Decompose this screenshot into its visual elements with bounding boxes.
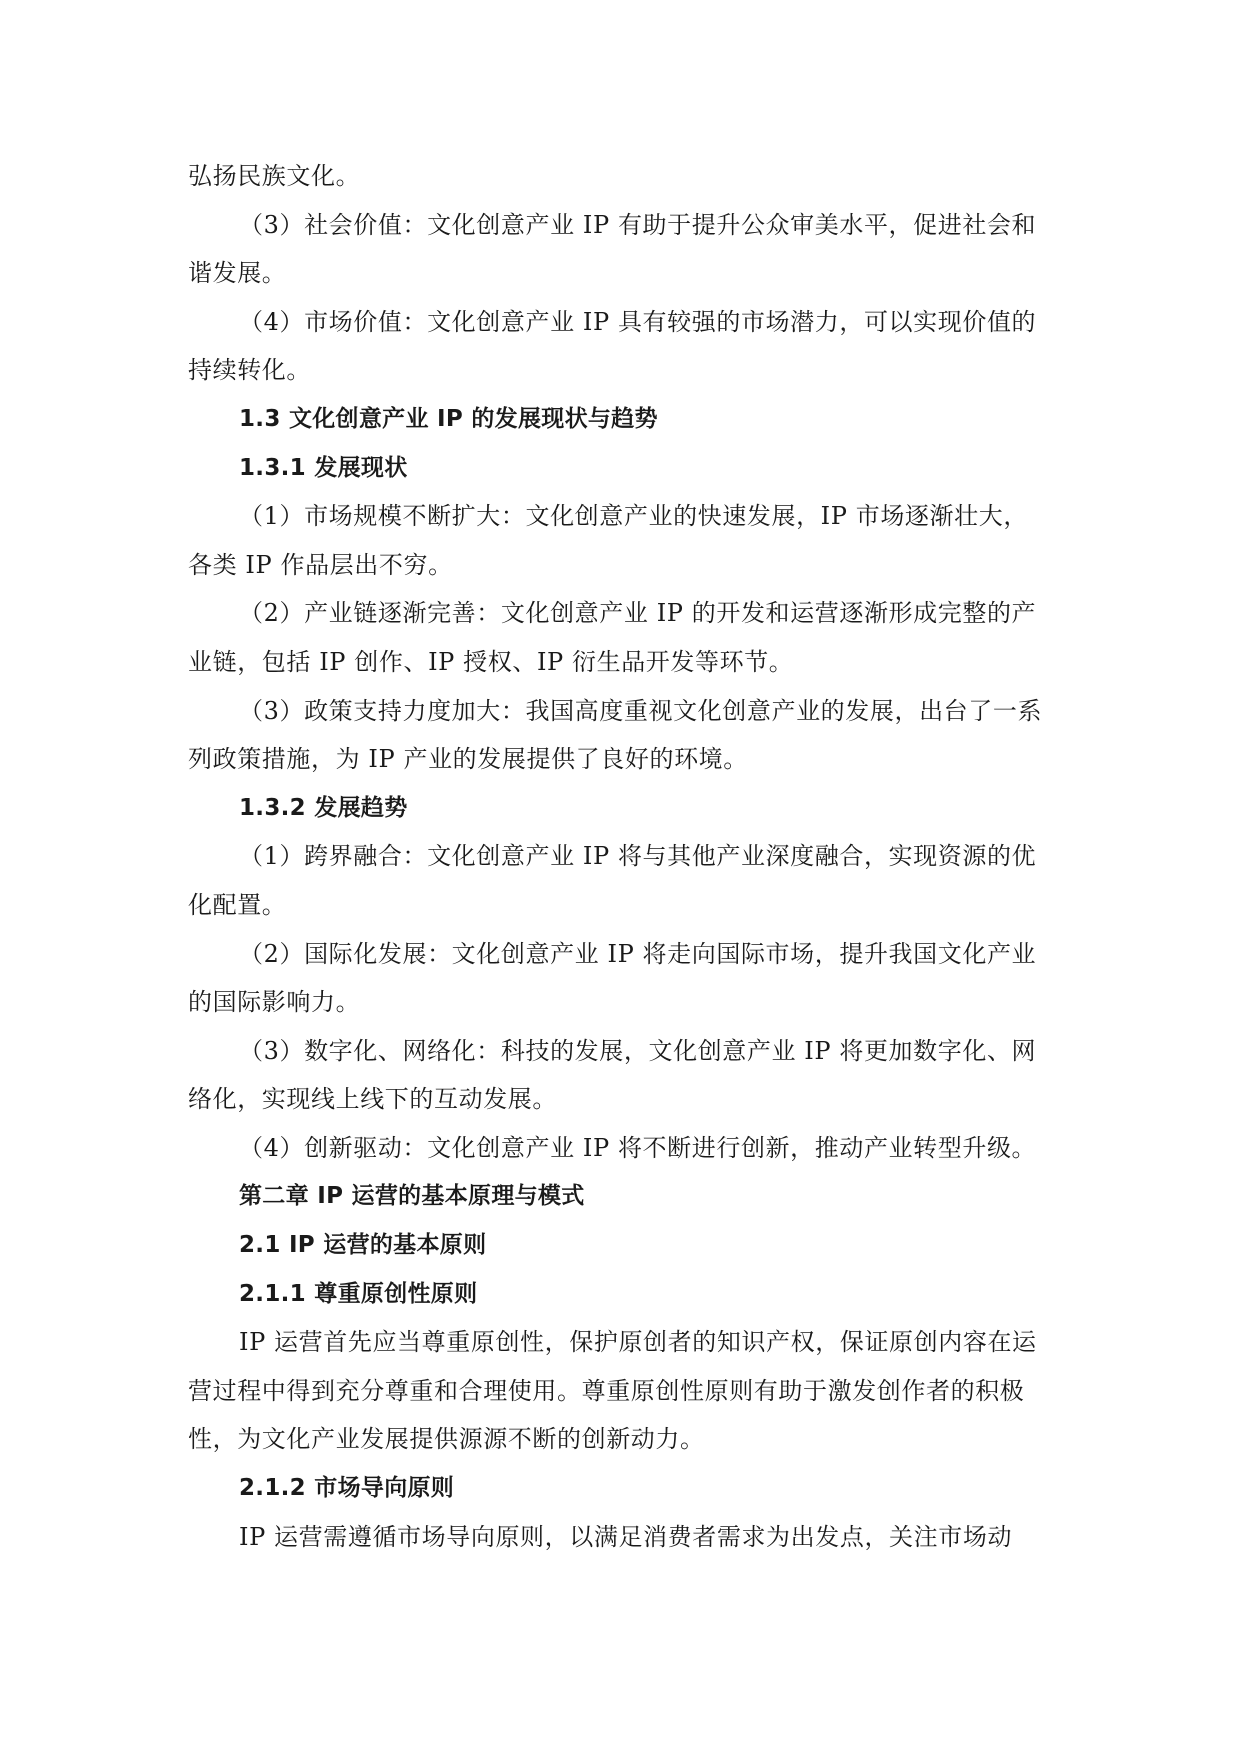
paragraph-line: （1）跨界融合：文化创意产业 IP 将与其他产业深度融合，实现资源的优 [239,842,1037,871]
section-heading: 1.3 文化创意产业 IP 的发展现状与趋势 [239,405,658,432]
paragraph-line: （4）市场价值：文化创意产业 IP 具有较强的市场潜力，可以实现价值的 [239,307,1037,336]
paragraph-line: 谐发展。 [188,259,287,288]
paragraph-line: （1）市场规模不断扩大：文化创意产业的快速发展，IP 市场逐渐壮大， [239,502,1028,531]
paragraph-line: 性，为文化产业发展提供源源不断的创新动力。 [188,1425,705,1454]
section-heading: 2.1 IP 运营的基本原则 [239,1232,487,1259]
section-heading: 1.3.1 发展现状 [239,454,408,481]
paragraph-line: IP 运营需遵循市场导向原则，以满足消费者需求为出发点，关注市场动 [239,1522,1013,1551]
paragraph-line: （3）社会价值：文化创意产业 IP 有助于提升公众审美水平，促进社会和 [239,210,1037,239]
paragraph-line: （2）产业链逐渐完善：文化创意产业 IP 的开发和运营逐渐形成完整的产 [239,599,1037,628]
paragraph-line: 列政策措施，为 IP 产业的发展提供了良好的环境。 [188,745,748,774]
paragraph-line: 弘扬民族文化。 [188,162,361,190]
paragraph-line: 的国际影响力。 [188,988,361,1017]
section-heading: 2.1.2 市场导向原则 [239,1475,455,1502]
paragraph-line: IP 运营首先应当尊重原创性，保护原创者的知识产权，保证原创内容在运 [239,1328,1037,1357]
document-body [188,152,1058,1561]
paragraph-line: （3）政策支持力度加大：我国高度重视文化创意产业的发展，出台了一系 [239,696,1043,725]
paragraph-line: 持续转化。 [188,356,311,385]
paragraph-line: （4）创新驱动：文化创意产业 IP 将不断进行创新，推动产业转型升级。 [239,1133,1037,1162]
section-heading: 第二章 IP 运营的基本原理与模式 [239,1183,585,1210]
paragraph-line: 各类 IP 作品层出不穷。 [188,550,453,579]
paragraph-line: 化配置。 [188,890,287,919]
paragraph-line: 营过程中得到充分尊重和合理使用。尊重原创性原则有助于激发创作者的积极 [188,1376,1025,1405]
paragraph-line: （2）国际化发展：文化创意产业 IP 将走向国际市场，提升我国文化产业 [239,939,1037,968]
paragraph-line: 业链，包括 IP 创作、IP 授权、IP 衍生品开发等环节。 [188,647,794,676]
section-heading: 1.3.2 发展趋势 [239,794,408,821]
paragraph-line: （3）数字化、网络化：科技的发展，文化创意产业 IP 将更加数字化、网 [239,1036,1037,1065]
paragraph-line: 络化，实现线上线下的互动发展。 [188,1085,557,1114]
section-heading: 2.1.1 尊重原创性原则 [239,1280,478,1307]
